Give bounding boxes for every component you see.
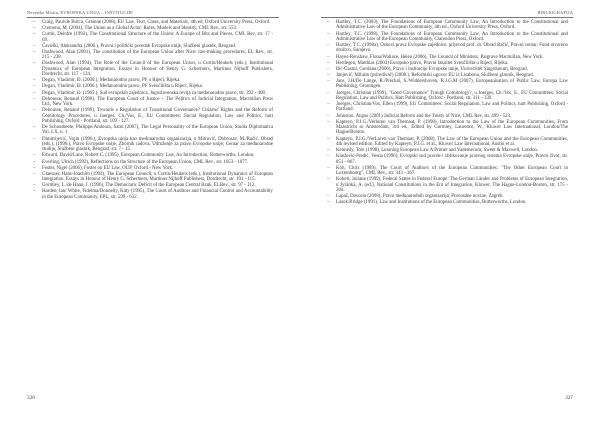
- bibliography-entry: [327, 148, 568, 153]
- bibliography-entry-text: Foster, Nigel (2006), Foster on EU Law, OUP, Oxford - New York.: [42, 165, 174, 171]
- bibliography-entry: [33, 61, 273, 77]
- bibliography-entry: [33, 20, 273, 25]
- bibliography-entry-text: Dehousse, Renaud (1998), The European Court of Justice – The Politics of Judicial Integration, Macmillan Press Ltd., New York.: [42, 96, 273, 107]
- bibliography-entry: [327, 32, 568, 43]
- bibliography-entry-text: Glaesner, Hans-Joachim (1994), The European Council, u Curtin/Heukels (eds.), Institutional Dynamics of European Integration, Essays in Honour of Henry G. Schermers, Martinus Nijhoff Publishers, Dordrecht, str. 101 - 115.: [42, 171, 273, 183]
- left-bibliography-list: [33, 20, 273, 201]
- bibliography-entry-text: Hartley, T.C. (2003), The Foundations of European Community Law, An Introduction to the Constitutional and Administrative Law of the European Community, 4th ed., Oxford University Press, Oxford.: [336, 20, 568, 31]
- list-dash: –: [327, 194, 330, 199]
- bibliography-entry: [33, 97, 273, 108]
- list-dash: –: [327, 72, 330, 78]
- left-page-number: 328: [27, 395, 35, 401]
- bibliography-entry: [327, 79, 568, 90]
- list-dash: –: [327, 90, 330, 96]
- list-dash: –: [33, 159, 36, 165]
- list-dash: –: [327, 148, 330, 153]
- bibliography-entry: [327, 102, 568, 113]
- bibliography-entry-text: Curtin, Deirdre (1993), The Constitutional Structure of the Union: A Europe of Bits and Pieces, CML Rev, str. 17 - 69.: [42, 32, 273, 43]
- list-dash: –: [33, 32, 36, 38]
- bibliography-entry-text: Janjević, Milutin (priredivač) (2008.), Reformski ugovor EU iz Lisabona, Službeni glasnik, Beograd.: [336, 72, 534, 78]
- right-bibliography-list: [327, 20, 568, 206]
- bibliography-entry: [327, 166, 568, 177]
- list-dash: –: [33, 20, 36, 25]
- list-dash: –: [327, 60, 330, 66]
- list-dash: –: [327, 119, 330, 125]
- bibliography-entry: [327, 154, 568, 165]
- bibliography-entry: [33, 153, 273, 158]
- bibliography-entry: [327, 114, 568, 119]
- bibliography-entry-text: Degan, Vladimir, Đ. (2006.), Međunarodno pravo, PF Sveučilišta u Rijeci, Rijeka.: [42, 84, 204, 90]
- bibliography-entry-text: Everling, Ulrich (1992), Reflections on the Structure of the European Union, CML Rev., str. 1053 - 1077.: [42, 159, 249, 165]
- bibliography-entry-text: Lasok/Bridge (1991), Law and Institutions of the European Communities, Butterworths, London.: [336, 200, 527, 206]
- bibliography-entry-text: Ilić-Gasmi, Gordana (2006), Pravo i institucije Evropske unije, Univerzitet Singidunum, Beograd.: [336, 66, 528, 72]
- list-dash: –: [327, 66, 330, 72]
- left-running-head: Nevenko Misita, EVROPSKA UNIJA – INSTITUCIJE: [27, 10, 133, 15]
- bibliography-entry-text: Hartley, T.C. (1998a), Osnovi prava Evropske zajednice, prijevod prof. dr. Obrad Račić, Pravni centar, Fond otvoreno društvo, Sarajevo.: [336, 43, 568, 54]
- list-dash: –: [327, 200, 330, 206]
- list-dash: –: [33, 165, 36, 171]
- bibliography-entry: [327, 73, 568, 78]
- bibliography-entry: [33, 26, 273, 31]
- left-header-rule: [27, 17, 279, 18]
- bibliography-entry-text: Dashwood, Alan (2001), The constitution of the European Union after Nice: law-making procedures, EL Rev., str. 215 - 238.: [42, 49, 273, 61]
- bibliography-entry: [327, 91, 568, 102]
- right-page: [300, 0, 600, 423]
- bibliography-entry-text: Joerges, Christian/Vos, Ellen (1999), EU Committees: Social Regulation, Law and Politics, hart Publishing, Oxford - Portland.: [336, 102, 568, 113]
- bibliography-entry-text: Cremona, M. (2004), The Union as a Global Actor: Roles, Models and Identity, CML Rev., str. 553.: [42, 26, 238, 32]
- list-dash: –: [33, 153, 36, 159]
- list-dash: –: [33, 183, 36, 189]
- bibliography-entry: [33, 172, 273, 183]
- bibliography-entry: [327, 43, 568, 54]
- bibliography-entry-text: Knežević-Predić, Vesna (1996), Evropski sud pravde i oblikovanje pravnog sistema Evropske unije, Pravni život, str. 851 - 867.: [336, 154, 568, 165]
- bibliography-entry-text: Dehousse, Renaud (1999), Towards a Regulation of Transitional Governance? Citizens' Rights and the Reform of Comitology Procedures, u Joerges, Ch./Vos, E., EU Committees: Social Regulation, Law and Politics, hart Publishing, Oxford - Portland, str. 109 - 127.: [42, 108, 273, 124]
- list-dash: –: [33, 90, 36, 96]
- bibliography-entry: [33, 166, 273, 171]
- bibliography-entry: [327, 20, 568, 31]
- list-dash: –: [327, 54, 330, 60]
- bibliography-entry-text: Craig, Paul/de Búrca, Gráinne (2008), EU Law. Text, Cases, and Materials, 4th ed, Oxford University Press, Oxford.: [42, 20, 271, 25]
- list-dash: –: [327, 136, 330, 142]
- bibliography-entry-text: Joerges, Christian (1999), "Good Governance" Trough Comitology?, u Joerges, Ch./Vos, E., EU Committees: Social Regulation, Law and Politics, Hart Publishing, Oxford - Portland, str. 311 - 339.: [336, 90, 568, 101]
- bibliography-entry: [33, 78, 273, 83]
- bibliography-entry: [33, 32, 273, 43]
- bibliography-entry: [327, 120, 568, 136]
- list-dash: –: [33, 189, 36, 195]
- list-dash: –: [33, 43, 36, 49]
- bibliography-entry-text: Lapaš, Davorin (2008), Pravo međunarodnih organizacija, Pravosdne novine, Zagreb.: [336, 194, 504, 199]
- bibliography-entry-text: Koketi, Juliane (1999), Federal States in Federal Europe: The German Länder and Problems of European Integration, u Jyränkä, A. (ed.), National Constitutions in the Era of Integration, Kluwer, The Hague-London-Boston, str. 175 - 204.: [336, 177, 568, 193]
- bibliography-entry-text: Kapteyn, P.J.G./Verloren van Themaat, P. (1998), Introduction to the Law of the European Communities, From Maastricht to Amsterdam, 3rd ed., Edited by Gormley, Laurence, W., Kluwer Law International, London/The Hague/Boston.: [336, 119, 568, 136]
- bibliography-entry-text: Jans, J.H/De Lange, R./Prechal, S./Widdershoven, R.J.G.M (2007), Europeanisation of Public Law, Europa Law Publishing, Groningen.: [336, 79, 568, 90]
- bibliography-entry-text: Harden, Ian/ White, Fidelma/Donnelly, Katy (1995), The Court of Auditors and Financial Control and Accountability in the European Community, EPL, str. 599 - 632.: [42, 189, 273, 200]
- list-dash: –: [327, 20, 330, 25]
- list-dash: –: [327, 102, 330, 107]
- list-dash: –: [327, 43, 330, 48]
- bibliography-entry: [33, 50, 273, 61]
- bibliography-entry: [327, 194, 568, 199]
- list-dash: –: [327, 165, 330, 171]
- list-dash: –: [33, 78, 36, 84]
- bibliography-entry-text: Čavoški, Aleksandra (2006.), Pravni i politički poredak Evropske unije, Službeni glasnik, Beograd.: [42, 43, 237, 49]
- list-dash: –: [33, 96, 36, 102]
- list-dash: –: [33, 125, 36, 130]
- list-dash: –: [33, 61, 36, 67]
- bibliography-entry: [33, 125, 273, 136]
- bibliography-entry-text: Degan, Vladimir, Đ. (2000.), Međunarodno pravo, PF u Rijeci, Rijeka.: [42, 78, 181, 84]
- bibliography-entry-text: Dashwood, Alan (1994), The Role of the Council of the European Union, u Curtin/Heukels (eds.), Institutional Dynamics of European Integration, Essays in Honour of Henry G. Schermers, Martinus Nijhoff Publishers, Dordrecht, str. 117 - 134.: [42, 61, 273, 78]
- bibliography-entry-text: Dimitrijević, Vojin (1996.), Evropska unija kao međunarodna organizacija, u Mitrović, Dobrosav, M./Račić, Obrad (eds.), (1996.), Pravo Evropske unije, Zbornik radova, Udruženje za pravo Evropske unije; Centar za međunarodne studije, Službeni glasnik, Beograd, str. 7 - 15.: [42, 136, 273, 153]
- list-dash: –: [327, 113, 330, 119]
- list-dash: –: [33, 26, 36, 32]
- bibliography-entry: [33, 189, 273, 200]
- list-dash: –: [33, 171, 36, 177]
- bibliography-entry: [33, 160, 273, 165]
- list-dash: –: [327, 154, 330, 160]
- bibliography-entry: [33, 44, 273, 49]
- bibliography-entry-text: De Schoutheete, Philippe/Andoura, Sami (2007), The Legal Personality of the European Union, Studia Diplomatica Vol. LX, n. 1: [42, 125, 273, 136]
- list-dash: –: [327, 177, 330, 183]
- bibliography-entry: [33, 84, 273, 89]
- bibliography-entry-text: Herdegen, Matthias (2003) Europsko pravo, Pravni fakultet Sveučilišta u Rijeci, Rijeka.: [336, 60, 509, 66]
- bibliography-entry: [327, 200, 568, 205]
- bibliography-entry: [33, 137, 273, 153]
- bibliography-entry-text: Degan, Vladimir, Đ. (1965.), Sud evropskih zajednica, Jugoslavenska revija za međunarodno pravo, str. 392 - 408.: [42, 90, 267, 96]
- list-dash: –: [33, 49, 36, 55]
- bibliography-entry: [327, 61, 568, 66]
- right-header-rule: [321, 17, 573, 18]
- list-dash: –: [33, 108, 36, 114]
- bibliography-entry-text: Hayes-Renshaw, Fiona/Wallace, Helen (2006), The Council of Ministers, Palgrave Macmillan, New York.: [336, 54, 544, 60]
- bibliography-entry: [327, 67, 568, 72]
- bibliography-entry-text: Edward, David/Lane, Robert C. (1995), European Community Law, An Introduction, Butterworths, London.: [42, 153, 255, 159]
- list-dash: –: [327, 79, 330, 84]
- bibliography-entry-text: Kapteyn, P.J.G./VerLoren van Themaat, P. (2008), The Law of the European Union and the European Communities, 4th revised edition, Edited by Kapteyn, P.J.G. et al., Kluwer Law International, Austin et al.: [336, 136, 568, 147]
- list-dash: –: [327, 31, 330, 37]
- bibliography-entry: [327, 55, 568, 60]
- right-page-number: 327: [565, 395, 573, 401]
- right-running-head: BIBLIOGRAFIJA: [537, 10, 573, 15]
- bibliography-entry-text: Kennedy, Tom (1998), Learning European Law A Primer and Vademecum, Sweet & Maxwell, London.: [336, 148, 539, 153]
- list-dash: –: [33, 136, 36, 142]
- bibliography-entry: [33, 91, 273, 96]
- bibliography-entry: [327, 177, 568, 193]
- list-dash: –: [33, 84, 36, 90]
- bibliography-entry-text: Johnston, Angus (2001) Judicial Reform and the Treaty of Nice, CML Rev, str. 499 - 523.: [336, 113, 512, 119]
- bibliography-entry-text: Hartley, T.C. (1998), The Foundations of European Community Law, An Introduction to the Constitutional and Administrative Law of the European Community, Clarendon Press, Oxford.: [336, 31, 568, 42]
- bibliography-entry: [33, 108, 273, 124]
- bibliography-entry: [327, 137, 568, 148]
- bibliography-entry-text: Koh, Chris (1989), The Court of Auditors of the European Communities: "The Other European Court in Luxembourg", CML Rev., str. 343 - 367.: [336, 165, 568, 176]
- bibliography-entry-text: Gormley, L./de Haan, J. (1996), The Democratic Deficit of the European Central Bank, ELRev., str. 97 - 112.: [42, 183, 256, 189]
- bibliography-entry: [33, 183, 273, 188]
